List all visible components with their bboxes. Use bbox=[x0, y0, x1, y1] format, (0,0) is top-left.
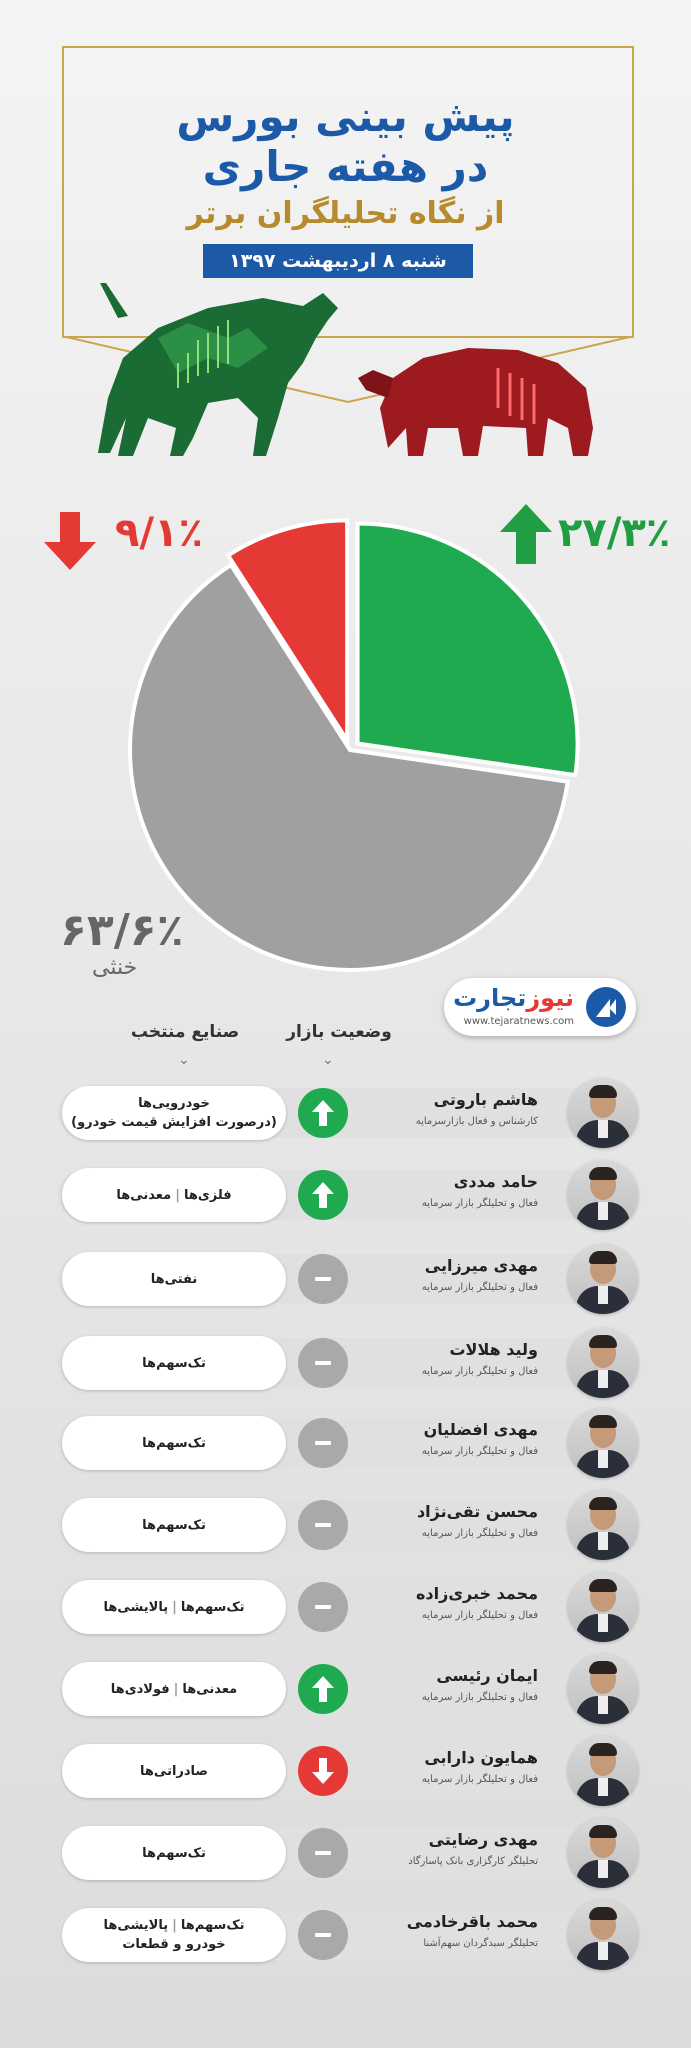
analyst-row bbox=[58, 1658, 638, 1720]
industry-line bbox=[104, 1598, 245, 1617]
market-status-badge bbox=[298, 1088, 348, 1138]
analyst-role: فعال و تحلیلگر بازار سرمایه bbox=[421, 1528, 538, 1539]
page-subtitle: از نگاه تحلیلگران برتر bbox=[186, 196, 505, 231]
logo-url: www.tejaratnews.com bbox=[463, 1016, 574, 1027]
industries-pill bbox=[62, 1498, 286, 1552]
avatar bbox=[568, 1572, 638, 1642]
market-status-badge bbox=[298, 1582, 348, 1632]
industries-pill bbox=[62, 1252, 286, 1306]
analyst-name: مهدی میرزایی bbox=[424, 1256, 538, 1275]
market-status-badge bbox=[298, 1746, 348, 1796]
column-market-status: وضعیت بازار bbox=[286, 1022, 392, 1042]
avatar bbox=[568, 1736, 638, 1806]
avatar bbox=[568, 1408, 638, 1478]
analyst-name: مهدی رضایتی bbox=[428, 1830, 538, 1849]
analyst-name: ایمان رئیسی bbox=[436, 1666, 538, 1685]
industry-item: خودرو و قطعات bbox=[122, 1937, 226, 1952]
industries-pill bbox=[62, 1416, 286, 1470]
industry-item: تک‌سهم‌ها bbox=[180, 1918, 245, 1933]
analyst-row bbox=[58, 1494, 638, 1556]
analyst-name: هاشم باروتی bbox=[433, 1090, 538, 1109]
industry-item: تک‌سهم‌ها bbox=[142, 1355, 206, 1371]
industries-pill bbox=[62, 1662, 286, 1716]
analyst-name: محسن تقی‌نژاد bbox=[416, 1502, 538, 1521]
avatar bbox=[568, 1078, 638, 1148]
industries-pill bbox=[62, 1336, 286, 1390]
bull-icon bbox=[98, 283, 338, 456]
industries-pill bbox=[62, 1826, 286, 1880]
analyst-role: تحلیلگر کارگزاری بانک پاسارگاد bbox=[408, 1856, 538, 1867]
analyst-role: کارشناس و فعال بازارسرمایه bbox=[415, 1116, 538, 1127]
market-status-badge bbox=[298, 1500, 348, 1550]
market-status-badge bbox=[298, 1828, 348, 1878]
pie-slice-up bbox=[358, 523, 578, 775]
neutral-label: خنثی bbox=[92, 955, 138, 980]
industry-line bbox=[111, 1680, 237, 1699]
industries-pill bbox=[62, 1580, 286, 1634]
analyst-row bbox=[58, 1332, 638, 1394]
bull-bear-illustration bbox=[88, 278, 622, 468]
avatar bbox=[568, 1654, 638, 1724]
market-status-badge bbox=[298, 1254, 348, 1304]
analyst-role: فعال و تحلیلگر بازار سرمایه bbox=[421, 1198, 538, 1209]
industries-pill bbox=[62, 1908, 286, 1962]
minus-icon bbox=[298, 1338, 348, 1388]
minus-icon bbox=[298, 1582, 348, 1632]
industry-item: پالایشی‌ها bbox=[103, 1918, 169, 1933]
minus-icon bbox=[298, 1828, 348, 1878]
bear-icon bbox=[358, 348, 593, 456]
analyst-name: حامد مددی bbox=[453, 1172, 538, 1191]
industry-item: خودرویی‌ها bbox=[138, 1096, 210, 1111]
industry-item: تک‌سهم‌ها bbox=[142, 1845, 206, 1861]
market-status-badge bbox=[298, 1418, 348, 1468]
date-bar: شنبه ۸ اردیبهشت ۱۳۹۷ bbox=[203, 244, 473, 278]
industry-item: پالایشی‌ها bbox=[103, 1599, 169, 1615]
analyst-row bbox=[58, 1164, 638, 1226]
minus-icon bbox=[298, 1910, 348, 1960]
arrow-up-icon bbox=[298, 1170, 348, 1220]
market-status-badge bbox=[298, 1338, 348, 1388]
pct-up-label: ۲۷/۳٪ bbox=[558, 510, 671, 556]
market-status-badge bbox=[298, 1664, 348, 1714]
industries-pill bbox=[62, 1744, 286, 1798]
analyst-name: محمد خبری‌زاده bbox=[415, 1584, 538, 1603]
industry-item: صادراتی‌ها bbox=[140, 1763, 208, 1779]
analyst-row bbox=[58, 1082, 638, 1144]
analyst-row bbox=[58, 1248, 638, 1310]
pct-neutral-label: ۶۳/۶٪ bbox=[60, 905, 184, 956]
analyst-row bbox=[58, 1576, 638, 1638]
industry-item: تک‌سهم‌ها bbox=[142, 1517, 206, 1533]
avatar bbox=[568, 1900, 638, 1970]
page-title-line2: در هفته جاری bbox=[202, 142, 489, 191]
industry-item: فولادی‌ها bbox=[110, 1681, 170, 1697]
analyst-row bbox=[58, 1904, 638, 1966]
logo-text bbox=[453, 984, 574, 1012]
industry-item: معدنی‌ها bbox=[116, 1187, 172, 1203]
market-status-badge bbox=[298, 1170, 348, 1220]
logo-text-part1: تجارت bbox=[453, 984, 527, 1012]
analyst-row bbox=[58, 1412, 638, 1474]
avatar bbox=[568, 1490, 638, 1560]
analyst-role: فعال و تحلیلگر بازار سرمایه bbox=[421, 1366, 538, 1377]
analyst-role: تحلیلگر سبدگردان سهم‌آشنا bbox=[423, 1938, 538, 1949]
pct-down-label: ۹/۱٪ bbox=[115, 510, 203, 556]
industry-line bbox=[116, 1186, 231, 1205]
analyst-name: مهدی افضلیان bbox=[423, 1420, 538, 1439]
minus-icon bbox=[298, 1254, 348, 1304]
industry-item: تک‌سهم‌ها bbox=[142, 1435, 206, 1451]
industry-item: نفتی‌ها bbox=[150, 1271, 198, 1287]
analyst-role: فعال و تحلیلگر بازار سرمایه bbox=[421, 1446, 538, 1457]
analyst-name: محمد باقرخادمی bbox=[406, 1912, 538, 1931]
tejarat-news-logo bbox=[444, 978, 636, 1036]
analyst-role: فعال و تحلیلگر بازار سرمایه bbox=[421, 1610, 538, 1621]
column-industries: صنایع منتخب bbox=[130, 1022, 240, 1042]
industry-line bbox=[104, 1916, 245, 1935]
analyst-role: فعال و تحلیلگر بازار سرمایه bbox=[421, 1774, 538, 1785]
avatar bbox=[568, 1818, 638, 1888]
market-status-badge bbox=[298, 1910, 348, 1960]
separator: | bbox=[172, 1599, 177, 1615]
avatar bbox=[568, 1328, 638, 1398]
arrow-down-icon bbox=[42, 510, 98, 572]
analyst-row bbox=[58, 1740, 638, 1802]
industries-pill bbox=[62, 1086, 286, 1140]
avatar bbox=[568, 1160, 638, 1230]
separator: | bbox=[172, 1918, 177, 1933]
industry-item: (درصورت افزایش قیمت خودرو) bbox=[71, 1115, 277, 1130]
logo-mark-icon bbox=[586, 987, 626, 1027]
arrow-up-icon bbox=[298, 1088, 348, 1138]
minus-icon bbox=[298, 1418, 348, 1468]
analyst-row bbox=[58, 1822, 638, 1884]
industry-item: فلزی‌ها bbox=[183, 1187, 232, 1203]
page-title: پیش بینی بورس bbox=[176, 92, 515, 141]
chevron-down-icon: ⌄ bbox=[322, 1052, 334, 1068]
minus-icon bbox=[298, 1500, 348, 1550]
arrow-down-icon bbox=[298, 1746, 348, 1796]
industry-item: معدنی‌ها bbox=[182, 1681, 238, 1697]
analyst-name: همایون دارابی bbox=[424, 1748, 538, 1767]
industry-item: تک‌سهم‌ها bbox=[180, 1599, 245, 1615]
analyst-role: فعال و تحلیلگر بازار سرمایه bbox=[421, 1692, 538, 1703]
analyst-role: فعال و تحلیلگر بازار سرمایه bbox=[421, 1282, 538, 1293]
chevron-down-icon: ⌄ bbox=[178, 1052, 190, 1068]
analyst-name: ولید هلالات bbox=[449, 1340, 538, 1359]
avatar bbox=[568, 1244, 638, 1314]
separator: | bbox=[175, 1187, 180, 1203]
arrow-up-icon bbox=[298, 1664, 348, 1714]
industries-pill bbox=[62, 1168, 286, 1222]
logo-text-part2: نیوز bbox=[526, 984, 574, 1012]
separator: | bbox=[173, 1681, 179, 1697]
